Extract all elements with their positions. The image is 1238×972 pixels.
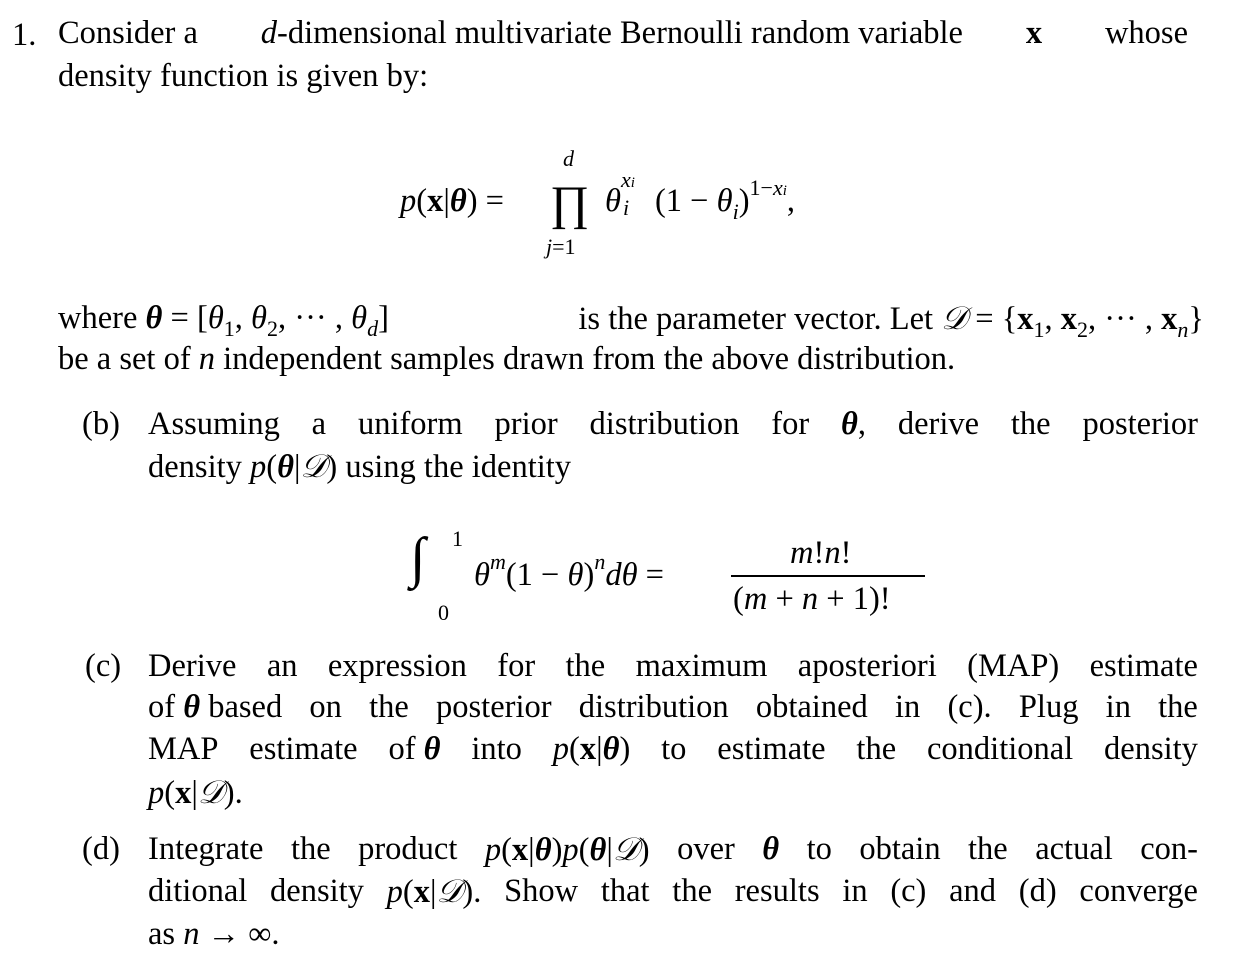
where-line-2: be a set of n independent samples drawn from the above distribution. <box>58 341 956 377</box>
part-b-line-2: density p(θ|𝒟) using the identity <box>148 447 572 485</box>
equation-density <box>400 185 504 218</box>
product-symbol: ∏ <box>550 177 590 230</box>
integrand: $\theta^m(1 - \theta)^nd\theta$ = <box>474 549 664 593</box>
part-c-line-1: Derive an expression for the maximum aposteriori (MAP) estimate <box>148 648 1198 684</box>
part-c-label: (c) <box>85 648 122 684</box>
eq1-lhs: p(x|θ) = <box>400 183 504 219</box>
integral-lower-limit: 0 <box>438 600 449 625</box>
part-c-line-3: MAP estimate of θ into p(x|θ) to estimate the conditional density <box>148 731 1198 767</box>
integral-symbol: ∫ <box>410 527 426 589</box>
eq1-rhs: θ xi i $(1 - \theta_i)^{1-xi}$, <box>605 167 796 224</box>
part-c-line-4: p(x|𝒟). <box>148 773 243 811</box>
part-d-line-3: as n → ∞. <box>148 916 280 952</box>
intro-line-2: density function is given by: <box>58 58 429 94</box>
intro-text-c: whose <box>1104 15 1188 51</box>
where-line-1: where $\theta = [\theta_1$, $\theta_2$, ··· , $\theta_d$] is the parameter vector. Let 𝒟 = {$x_1$, $x_2$, ··· , $x_n$} <box>58 299 1204 342</box>
part-b-label: (b) <box>82 406 120 442</box>
fraction-bar <box>731 575 925 577</box>
product-upper-limit: d <box>563 146 574 171</box>
product-lower-limit: j=1 <box>546 234 576 259</box>
part-d-line-1: Integrate the product p(x|θ)p(θ|𝒟) over θ to obtain the actual con- <box>148 830 1198 868</box>
part-b-line-1: Assuming a uniform prior distribution for θ, derive the posterior <box>148 406 1198 442</box>
fraction-numerator: m!n! <box>790 535 852 571</box>
part-d-line-2: ditional density p(x|𝒟). Show that the results in (c) and (d) converge <box>148 872 1198 910</box>
intro-line-1 <box>58 17 1188 50</box>
intro-text-b: d-dimensional multivariate Bernoulli random variable <box>260 15 963 51</box>
variable-x: x <box>1025 15 1043 51</box>
integral-upper-limit: 1 <box>452 526 463 551</box>
intro-text-a: Consider a <box>58 15 198 51</box>
part-d-label: (d) <box>82 831 120 867</box>
problem-number: 1. <box>12 17 37 53</box>
part-c-line-2: of θ based on the posterior distribution obtained in (c). Plug in the <box>148 689 1198 725</box>
fraction-denominator: (m + n + 1)! <box>733 581 891 617</box>
